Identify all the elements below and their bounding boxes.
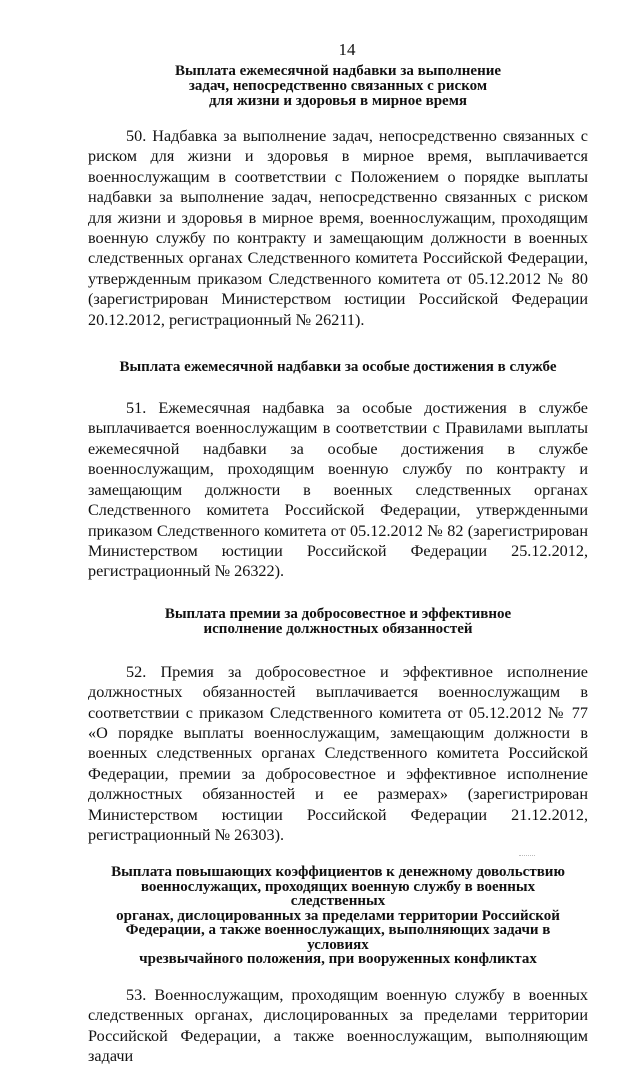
paragraph-50: 50. Надбавка за выполнение задач, непосредственно связанных с риском для жизни и здоровья в мирное время, выплачивается военнослужащим в соответствии с Положением о порядке выплаты надбавки за выполнение задач, непосредственно связанных с риском для жизни и здоровья в мирное время, военнослужащим, проходящим военную службу по контракту и замещающим должности в военных следственных органах Следственного комитета Российской Федерации, утвержденным приказом Следственного комитета от 05.12.2012 № 80 (зарегистрирован Министерством юстиции Российской Федерации 20.12.2012, регистрационный № 26211). bbox=[88, 127, 588, 329]
heading-line: задач, непосредственно связанных с риском bbox=[188, 78, 488, 94]
paragraph-51: 51. Ежемесячная надбавка за особые достижения в службе выплачивается военнослужащим в соответствии с Правилами выплаты ежемесячной надбавки за особые достижения в службе военнослужащим, проходящим военную службу по контракту и замещающим должности в военных следственных органах Следственного комитета Российской Федерации, утвержденными приказом Следственного комитета от 05.12.2012 № 82 (зарегистрирован Министерством юстиции Российской Федерации 25.12.2012, регистрационный № 26322). bbox=[88, 399, 588, 581]
page-number: 14 bbox=[338, 40, 356, 59]
heading-line: Выплата ежемесячной надбавки за выполнение bbox=[174, 63, 502, 79]
paragraph-53: 53. Военнослужащим, проходящим военную службу в военных следственных органах, дислоцированных за пределами территории Российской Федерации, а также военнослужащим, выполняющим задачи bbox=[88, 985, 588, 1066]
heading-line: Выплата ежемесячной надбавки за особые достижения в службе bbox=[119, 359, 557, 376]
heading-line: Федерации, а также военнослужащих, выполняющих задачи в условиях bbox=[125, 922, 551, 953]
heading-line: органах, дислоцированных за пределами территории Российской bbox=[116, 907, 560, 924]
heading-line: военнослужащих, проходящих военную службу в военных следственных bbox=[140, 878, 536, 910]
heading-line: Выплата повышающих коэффициентов к денежному довольствию bbox=[111, 864, 565, 881]
heading-line: чрезвычайного положения, при вооруженных конфликтах bbox=[139, 951, 537, 968]
paragraph-52: 52. Премия за добросовестное и эффективное исполнение должностных обязанностей выплачивается военнослужащим в соответствии с приказом Следственного комитета от 05.12.2012 № 77 «О порядке выплаты военнослужащим, замещающим должности в военных следственных органах Следственного комитета Российской Федерации, премии за добросовестное и эффективное исполнение должностных обязанностей и ее размерах» (зарегистрирован Министерством юстиции Российской Федерации 21.12.2012, регистрационный № 26303). bbox=[88, 662, 588, 844]
heading-line: для жизни и здоровья в мирное время bbox=[208, 93, 468, 109]
scan-speck bbox=[519, 855, 535, 860]
section-heading-hazard-allowance bbox=[88, 64, 588, 109]
section-heading-performance-bonus bbox=[88, 607, 588, 637]
heading-line: исполнение должностных обязанностей bbox=[203, 620, 473, 637]
heading-line: Выплата премии за добросовестное и эффективное bbox=[164, 605, 512, 622]
section-heading-achievement-allowance bbox=[88, 360, 588, 375]
section-heading-coefficients bbox=[88, 865, 588, 967]
